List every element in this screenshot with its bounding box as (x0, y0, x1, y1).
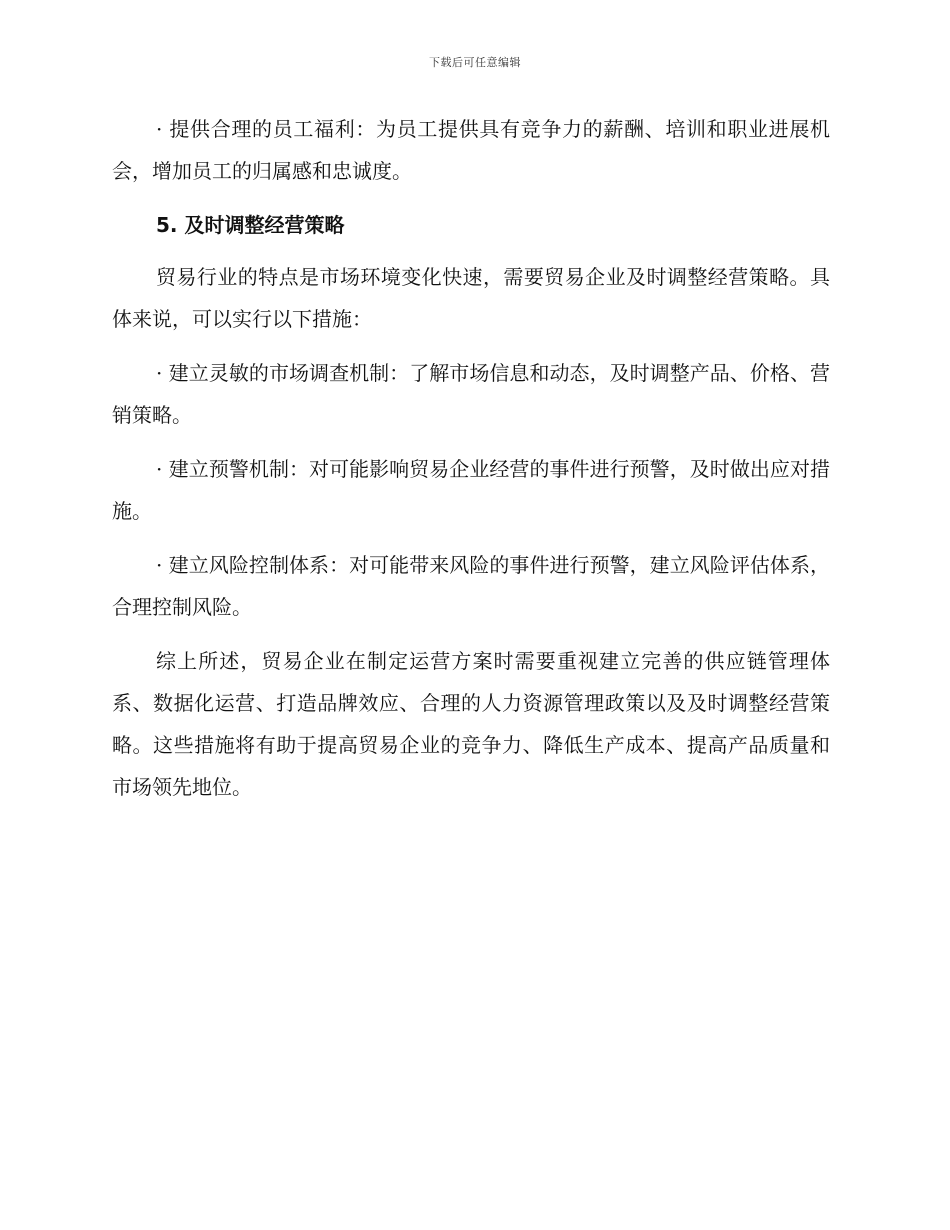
section-intro-paragraph: 贸易行业的特点是市场环境变化快速，需要贸易企业及时调整经营策略。具体来说，可以实行以下措施： (112, 265, 830, 331)
bullet-market-research: · 建立灵敏的市场调查机制：了解市场信息和动态，及时调整产品、价格、营销策略。 (112, 361, 830, 427)
conclusion-paragraph: 综上所述，贸易企业在制定运营方案时需要重视建立完善的供应链管理体系、数据化运营、打造品牌效应、合理的人力资源管理政策以及及时调整经营策略。这些措施将有助于提高贸易企业的竞争力、降低生产成本、提高产品质量和市场领先地位。 (112, 649, 830, 799)
document-body (112, 108, 830, 820)
section-heading: 5. 及时调整经营策略 (156, 213, 345, 237)
page-header: 下载后可任意编辑 (429, 56, 521, 69)
bullet-risk-control: · 建立风险控制体系：对可能带来风险的事件进行预警，建立风险评估体系，合理控制风险。 (112, 553, 830, 619)
bullet-employee-benefits: · 提供合理的员工福利：为员工提供具有竞争力的薪酬、培训和职业进展机会，增加员工的归属感和忠诚度。 (112, 117, 830, 183)
bullet-early-warning: · 建立预警机制：对可能影响贸易企业经营的事件进行预警，及时做出应对措施。 (112, 457, 830, 523)
